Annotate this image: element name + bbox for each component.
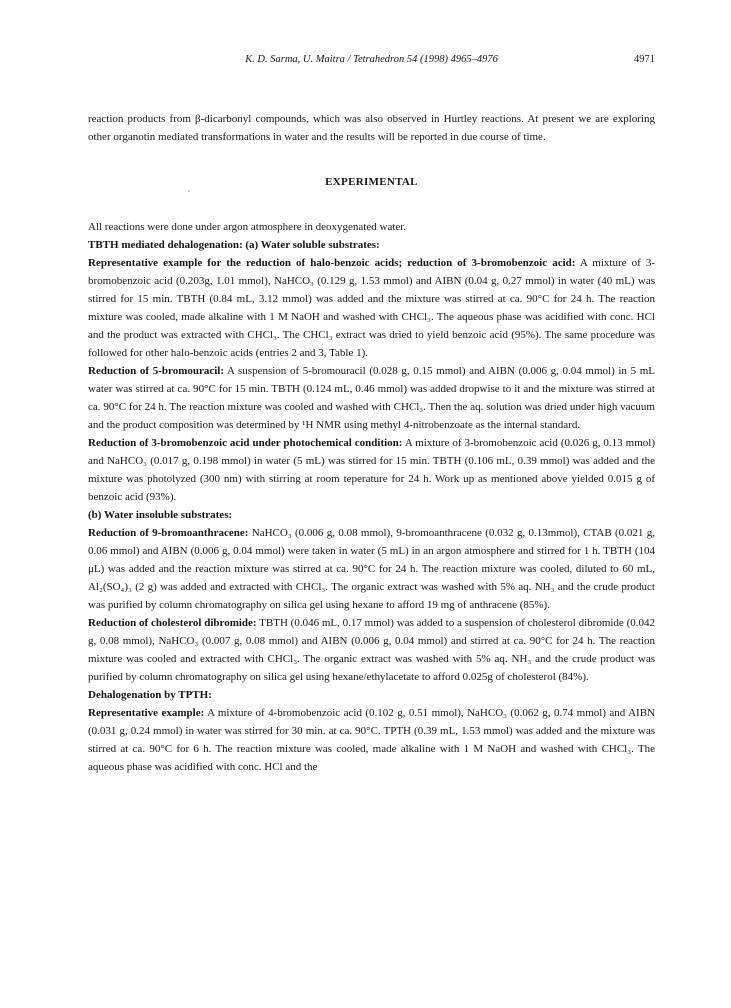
paragraph-text: TBTH (0.046 mL, 0.17 mmol) was added to a suspension of cholesterol dibromide (0.042 g, 0.08 mmol), NaHCO₃ (0.007 g, 0.08 mmol) and AIBN (0.006 g, 0.04 mmol) and stirred at ca. 90°C for 24 h. The reaction mixture was cooled and extracted with CHCl₃. The organic extract was washed with 5% aq. NH₃ and the crude product was purified by column chromatography on silica gel using hexane/ethylacetate to afford 0.025g of cholesterol (84%).	[88, 617, 655, 683]
run-in-title: Representative example for the reduction of halo-benzoic acids; reduction of 3-bromobenzoic acid:	[88, 257, 576, 269]
bromouracil-paragraph	[88, 362, 655, 434]
tbth-heading: TBTH mediated dehalogenation: (a) Water soluble substrates:	[88, 239, 380, 251]
run-in-title: Representative example:	[88, 707, 205, 719]
paragraph-text: A mixture of 3-bromobenzoic acid (0.203g, 1.01 mmol), NaHCO₃ (0.129 g, 1.53 mmol) and AIBN (0.04 g, 0.27 mmol) in water (40 mL) was stirred for 15 min. TBTH (0.84 mL, 3.12 mmol) was added and the mixture was stirred at ca. 90°C for 24 h. The reaction mixture was cooled, made alkaline with 1 M NaOH and washed with CHCl₃. The aqueous phase was acidified with conc. HCl and the product was extracted with CHCl₃. The CHCl₃ extract was dried to yield benzoic acid (95%). The same procedure was followed for other halo-benzoic acids (entries 2 and 3, Table 1).	[88, 257, 655, 359]
running-title: K. D. Sarma, U. Maitra / Tetrahedron 54 (1998) 4965–4976	[245, 54, 498, 65]
general-conditions-paragraph: All reactions were done under argon atmosphere in deoxygenated water.	[88, 221, 407, 233]
running-header	[88, 52, 655, 68]
photochemical-paragraph	[88, 434, 655, 506]
run-in-title: Reduction of 3-bromobenzoic acid under photochemical condition:	[88, 437, 403, 449]
run-in-title: Reduction of 9-bromoanthracene:	[88, 527, 249, 539]
run-in-title: Reduction of cholesterol dibromide:	[88, 617, 257, 629]
page-number: 4971	[634, 54, 655, 65]
representative-halobenzoic-paragraph	[88, 254, 655, 362]
intro-paragraph: reaction products from β-dicarbonyl compounds, which was also observed in Hurtley reactions. At present we are exploring other organotin mediated transformations in water and the results will be reported in due course of time.	[88, 113, 655, 143]
paragraph-text: A mixture of 3-bromobenzoic acid (0.026 g, 0.13 mmol) and NaHCO₃ (0.017 g, 0.198 mmol) in water (5 mL) was stirred for 15 min. TBTH (0.106 mL, 0.39 mmol) was added and the mixture was photolyzed (300 nm) with stirring at room teperature for 24 h. Work up as mentioned above yielded 0.015 g of benzoic acid (93%).	[88, 437, 655, 503]
scan-speck	[188, 190, 190, 192]
tpth-heading: Dehalogenation by TPTH:	[88, 689, 212, 701]
journal-page	[88, 52, 655, 776]
run-in-title: Reduction of 5-bromouracil:	[88, 365, 225, 377]
tpth-representative-paragraph	[88, 704, 655, 776]
article-body	[88, 110, 655, 776]
paragraph-text: A mixture of 4-bromobenzoic acid (0.102 g, 0.51 mmol), NaHCO₃ (0.062 g, 0.74 mmol) and AIBN (0.031 g, 0.24 mmol) in water was stirred for 30 min. at ca. 90°C. TPTH (0.39 mL, 1.53 mmol) was added and the mixture was stirred at ca. 90°C for 6 h. The reaction mixture was cooled, made alkaline with 1 M NaOH and washed with CHCl₃. The aqueous phase was acidified with conc. HCl and the	[88, 707, 655, 773]
cholesterol-dibromide-paragraph	[88, 614, 655, 686]
section-title-experimental: EXPERIMENTAL	[325, 176, 418, 188]
bromoanthracene-paragraph	[88, 524, 655, 614]
paragraph-text: NaHCO₃ (0.006 g, 0.08 mmol), 9-bromoanthracene (0.032 g, 0.13mmol), CTAB (0.021 g, 0.06 mmol) and AIBN (0.006 g, 0.04 mmol) were taken in water (5 mL) in an argon atmosphere and stirred for 1 h. TBTH (104 μL) was added and the reaction mixture was stirred at ca. 90°C for 24 h. The reaction mixture was cooled, diluted to 60 mL, Al₂(SO₄)₃ (2 g) was added and extracted with CHCl₃. The organic extract was washed with 5% aq. NH₃ and the crude product was purified by column chromatography on silica gel using hexane to afford 19 mg of anthracene (85%).	[88, 527, 655, 611]
paragraph-text: A suspension of 5-bromouracil (0.028 g, 0.15 mmol) and AIBN (0.006 g, 0.04 mmol) in 5 mL water was stirred at ca. 90°C for 15 min. TBTH (0.124 mL, 0.46 mmol) was added dropwise to it and the mixture was stirred at ca. 90°C for 24 h. The reaction mixture was cooled and washed with CHCl₃. Then the aq. solution was dried under high vacuum and the product composition was determined by ¹H NMR using methyl 4-nitrobenzoate as the internal standard.	[88, 365, 655, 431]
water-insoluble-heading: (b) Water insoluble substrates:	[88, 509, 233, 521]
